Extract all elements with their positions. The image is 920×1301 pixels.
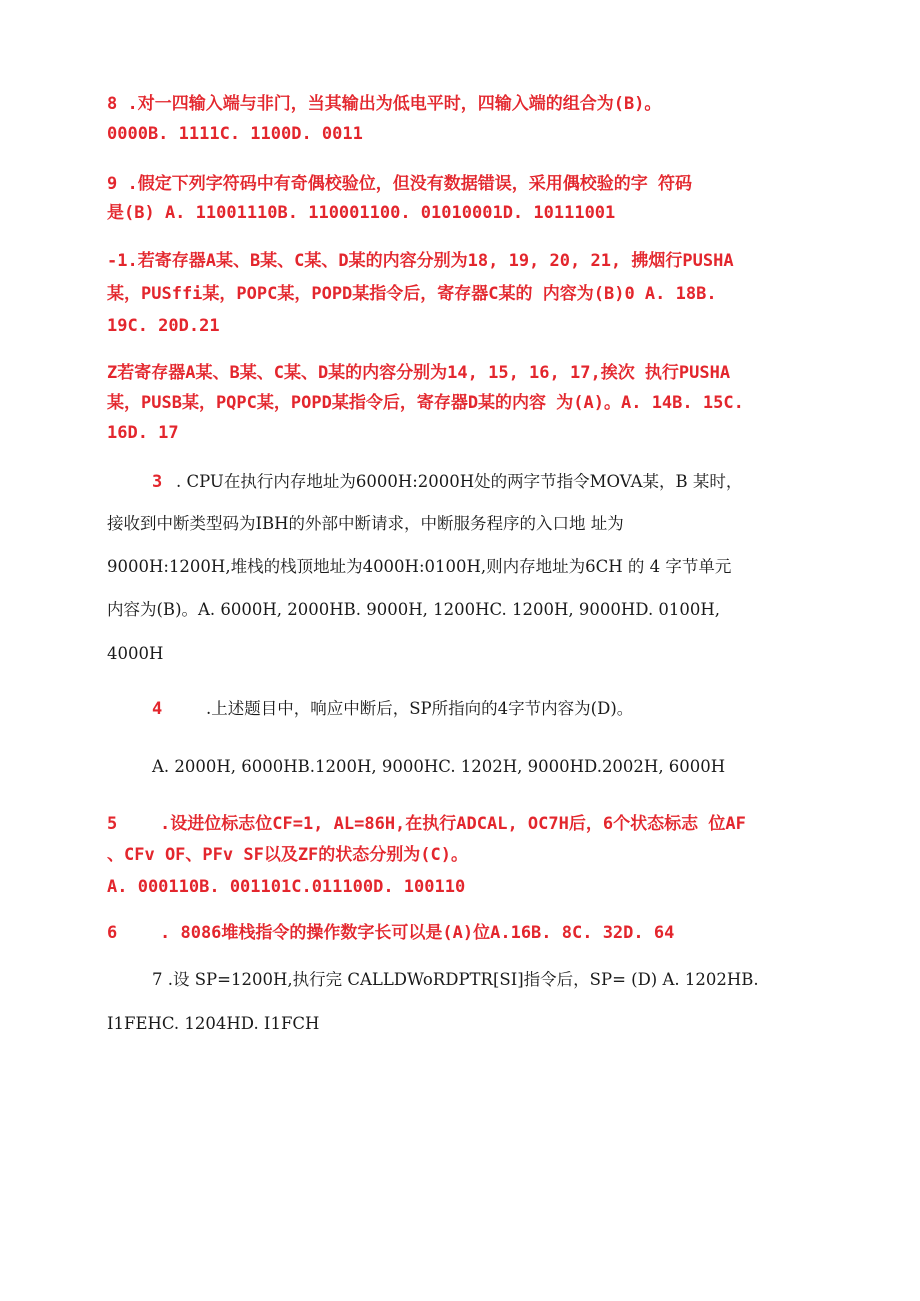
q2-line-3: 16D. 17 — [107, 423, 179, 443]
q6-line-1: . 8086堆栈指令的操作数字长可以是(A)位A.16B. 8C. 32D. 64 — [160, 923, 675, 943]
q3-number: 3 — [152, 472, 163, 492]
q8-line-2: 0000B. 1111C. 1100D. 0011 — [107, 124, 363, 144]
q7-line-2: I1FEHC. 1204HD. I1FCH — [107, 1014, 320, 1033]
q3-line-5: 4000H — [107, 644, 164, 663]
q1-line-2: 某，PUSffi某，POPC某，POPD某指令后，寄存器C某的 内容为(B)0 A. 18B. — [107, 284, 717, 304]
q5-line-3: A. 000110B. 001101C.011100D. 100110 — [107, 877, 466, 897]
q4-line-2: A. 2000H, 6000HB.1200H, 9000HC. 1202H, 9000HD.2002H, 6000H — [152, 757, 726, 776]
q1-line-3: 19C. 20D.21 — [107, 316, 220, 336]
q5-number: 5 — [107, 814, 118, 834]
q5-line-1: .设进位标志位CF=1, AL=86H,在执行ADCAL, OC7H后，6个状态标志 位AF — [160, 814, 746, 834]
q3-line-2: 接收到中断类型码为IBH的外部中断请求，中断服务程序的入口地 址为 — [107, 514, 624, 533]
q5-line-2: 、CFv OF、PFv SF以及ZF的状态分别为(C)。 — [107, 845, 468, 865]
q7-line-1: 7 .设 SP=1200H,执行完 CALLDWoRDPTR[SI]指令后，SP= (D) A. 1202HB. — [152, 970, 759, 989]
q9-line-2: 是(B) A. 11001110B. 110001100. 01010001D. 10111001 — [107, 203, 616, 223]
q8-line-1: 8 .对一四输入端与非门，当其输出为低电平时，四输入端的组合为(B)。 — [107, 94, 662, 114]
q2-line-2: 某，PUSB某，PQPC某，POPD某指令后，寄存器D某的内容 为(A)。A. 14B. 15C. — [107, 393, 744, 413]
q1-line-1: -1.若寄存器A某、B某、C某、D某的内容分别为18, 19, 20, 21, 拂烟行PUSHA — [107, 251, 734, 271]
q3-line-4: 内容为(B)。A. 6000H, 2000HB. 9000H, 1200HC. 1200H, 9000HD. 0100H, — [107, 600, 721, 619]
q4-line-1: .上述题目中，响应中断后，SP所指向的4字节内容为(D)。 — [206, 699, 634, 718]
q6-number: 6 — [107, 923, 118, 943]
q2-line-1: Z若寄存器A某、B某、C某、D某的内容分别为14, 15, 16, 17,挨次 执行PUSHA — [107, 363, 731, 383]
q4-number: 4 — [152, 699, 163, 719]
q9-line-1: 9 .假定下列字符码中有奇偶校验位，但没有数据错误，采用偶校验的字 符码 — [107, 174, 692, 194]
q3-line-1: . CPU在执行内存地址为6000H:2000H处的两字节指令MOVA某，B 某时， — [176, 472, 743, 491]
q3-line-3: 9000H:1200H,堆栈的栈顶地址为4000H:0100H,则内存地址为6CH 的 4 字节单元 — [107, 557, 732, 576]
